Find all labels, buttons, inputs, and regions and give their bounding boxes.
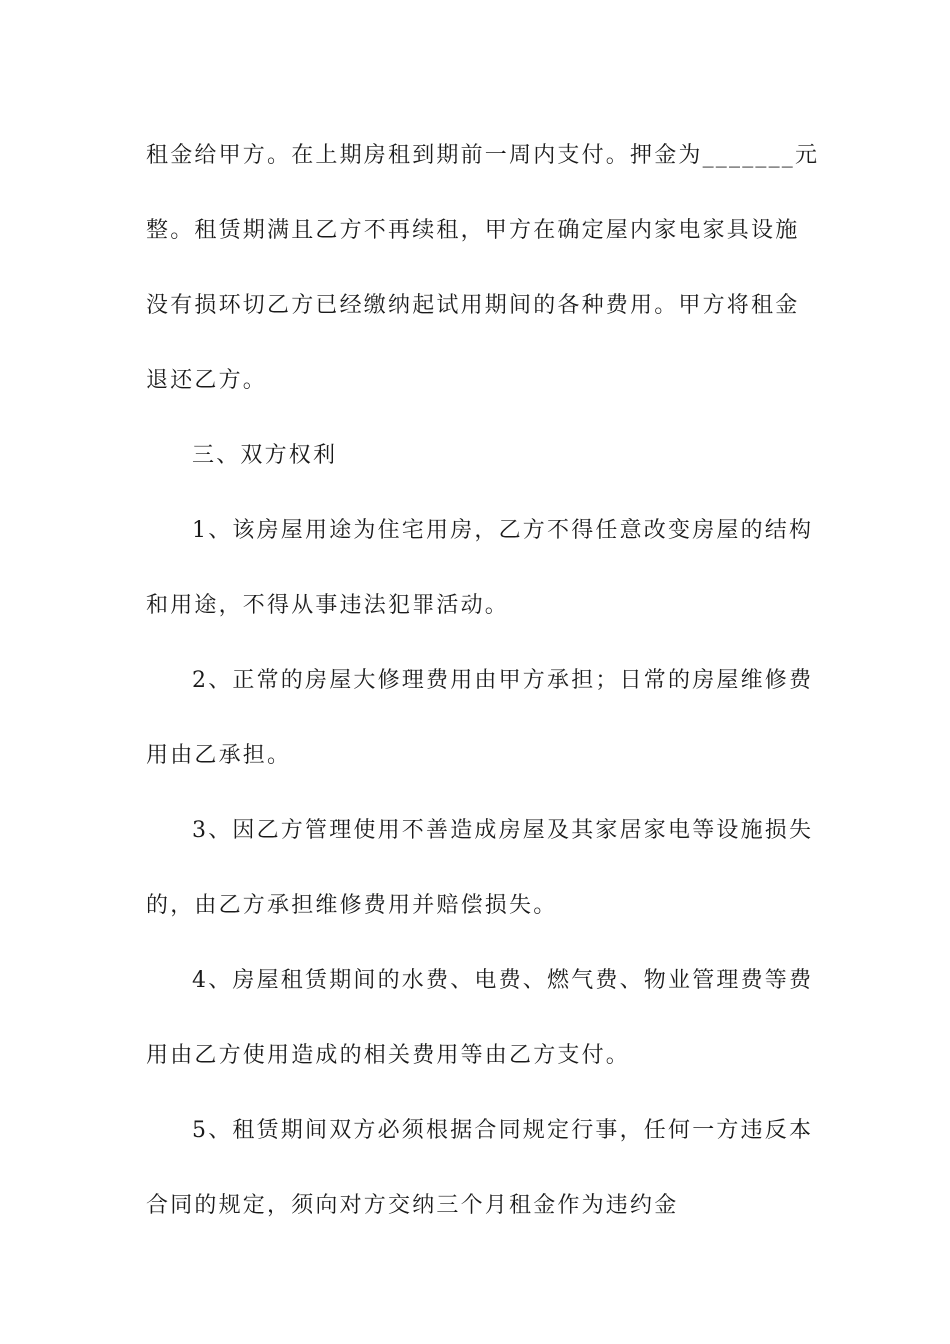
paragraph-line: 的，由乙方承担维修费用并赔偿损失。 — [146, 893, 558, 918]
paragraph-line: 1、该房屋用途为住宅用房，乙方不得任意改变房屋的结构 — [192, 518, 814, 543]
paragraph-line: 租金给甲方。在上期房租到期前一周内支付。押金为_______元 — [146, 143, 820, 168]
paragraph-line: 退还乙方。 — [146, 368, 268, 393]
paragraph-line: 没有损环切乙方已经缴纳起试用期间的各种费用。甲方将租金 — [146, 293, 800, 318]
paragraph-line: 2、正常的房屋大修理费用由甲方承担；日常的房屋维修费 — [192, 668, 814, 693]
paragraph-line: 合同的规定，须向对方交纳三个月租金作为违约金 — [146, 1193, 679, 1218]
paragraph-line: 用由乙方使用造成的相关费用等由乙方支付。 — [146, 1043, 631, 1068]
paragraph-line: 整。租赁期满且乙方不再续租，甲方在确定屋内家电家具设施 — [146, 218, 800, 243]
paragraph-line: 用由乙承担。 — [146, 743, 292, 768]
section-heading: 三、双方权利 — [192, 443, 338, 468]
paragraph-line: 5、租赁期间双方必须根据合同规定行事，任何一方违反本 — [192, 1118, 814, 1143]
paragraph-line: 3、因乙方管理使用不善造成房屋及其家居家电等设施损失 — [192, 818, 814, 843]
paragraph-line: 4、房屋租赁期间的水费、电费、燃气费、物业管理费等费 — [192, 968, 814, 993]
document-body — [146, 132, 820, 1257]
paragraph-line: 和用途，不得从事违法犯罪活动。 — [146, 593, 510, 618]
